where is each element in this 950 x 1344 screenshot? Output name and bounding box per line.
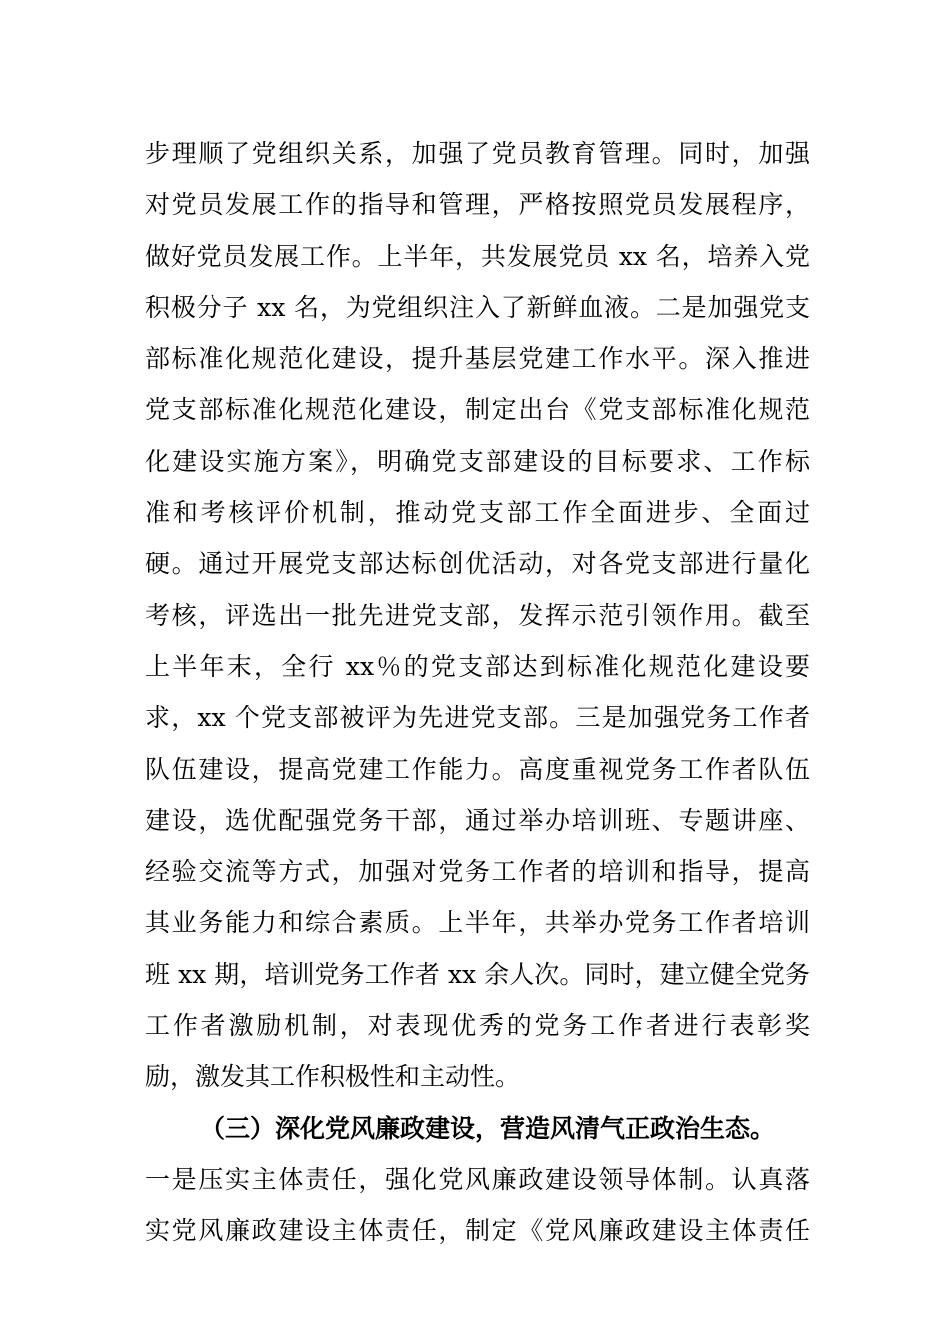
paragraph-line: 党支部标准化规范化建设，制定出台《党支部标准化规范	[145, 395, 810, 425]
paragraph-line: 做好党员发展工作。上半年，共发展党员 xx 名，培养入党	[145, 241, 810, 271]
paragraph-line: 考核，评选出一批先进党支部，发挥示范引领作用。截至	[145, 600, 810, 630]
paragraph-line: 部标准化规范化建设，提升基层党建工作水平。深入推进	[145, 344, 810, 374]
paragraph-line: 实党风廉政建设主体责任，制定《党风廉政建设主体责任	[145, 1216, 810, 1246]
paragraph-line: 上半年末，全行 xx％的党支部达到标准化规范化建设要	[145, 651, 810, 681]
paragraph-line: 班 xx 期，培训党务工作者 xx 余人次。同时，建立健全党务	[145, 959, 810, 989]
body-text	[145, 128, 810, 1257]
paragraph-line: 积极分子 xx 名，为党组织注入了新鲜血液。二是加强党支	[145, 292, 810, 322]
paragraph-line: 队伍建设，提高党建工作能力。高度重视党务工作者队伍	[145, 754, 810, 784]
paragraph-line: 求，xx 个党支部被评为先进党支部。三是加强党务工作者	[145, 703, 810, 733]
paragraph-line: 步理顺了党组织关系，加强了党员教育管理。同时，加强	[145, 139, 810, 168]
paragraph-line: 其业务能力和综合素质。上半年，共举办党务工作者培训	[145, 908, 810, 938]
paragraph-line: 硬。通过开展党支部达标创优活动，对各党支部进行量化	[145, 549, 810, 579]
paragraph-line: 准和考核评价机制，推动党支部工作全面进步、全面过	[145, 498, 810, 528]
paragraph-line: 化建设实施方案》，明确党支部建设的目标要求、工作标	[145, 446, 810, 476]
paragraph-line: 工作者激励机制，对表现优秀的党务工作者进行表彰奖	[145, 1011, 810, 1041]
paragraph-line: 一是压实主体责任，强化党风廉政建设领导体制。认真落	[145, 1164, 810, 1194]
paragraph-line: 建设，选优配强党务干部，通过举办培训班、专题讲座、	[145, 805, 810, 835]
section-heading: （三）深化党风廉政建设，营造风清气正政治生态。	[200, 1113, 776, 1143]
paragraph-line: 对党员发展工作的指导和管理，严格按照党员发展程序，	[145, 190, 810, 220]
paragraph-line: 励，激发其工作积极性和主动性。	[145, 1062, 521, 1092]
paragraph-line: 经验交流等方式，加强对党务工作者的培训和指导，提高	[145, 857, 810, 887]
